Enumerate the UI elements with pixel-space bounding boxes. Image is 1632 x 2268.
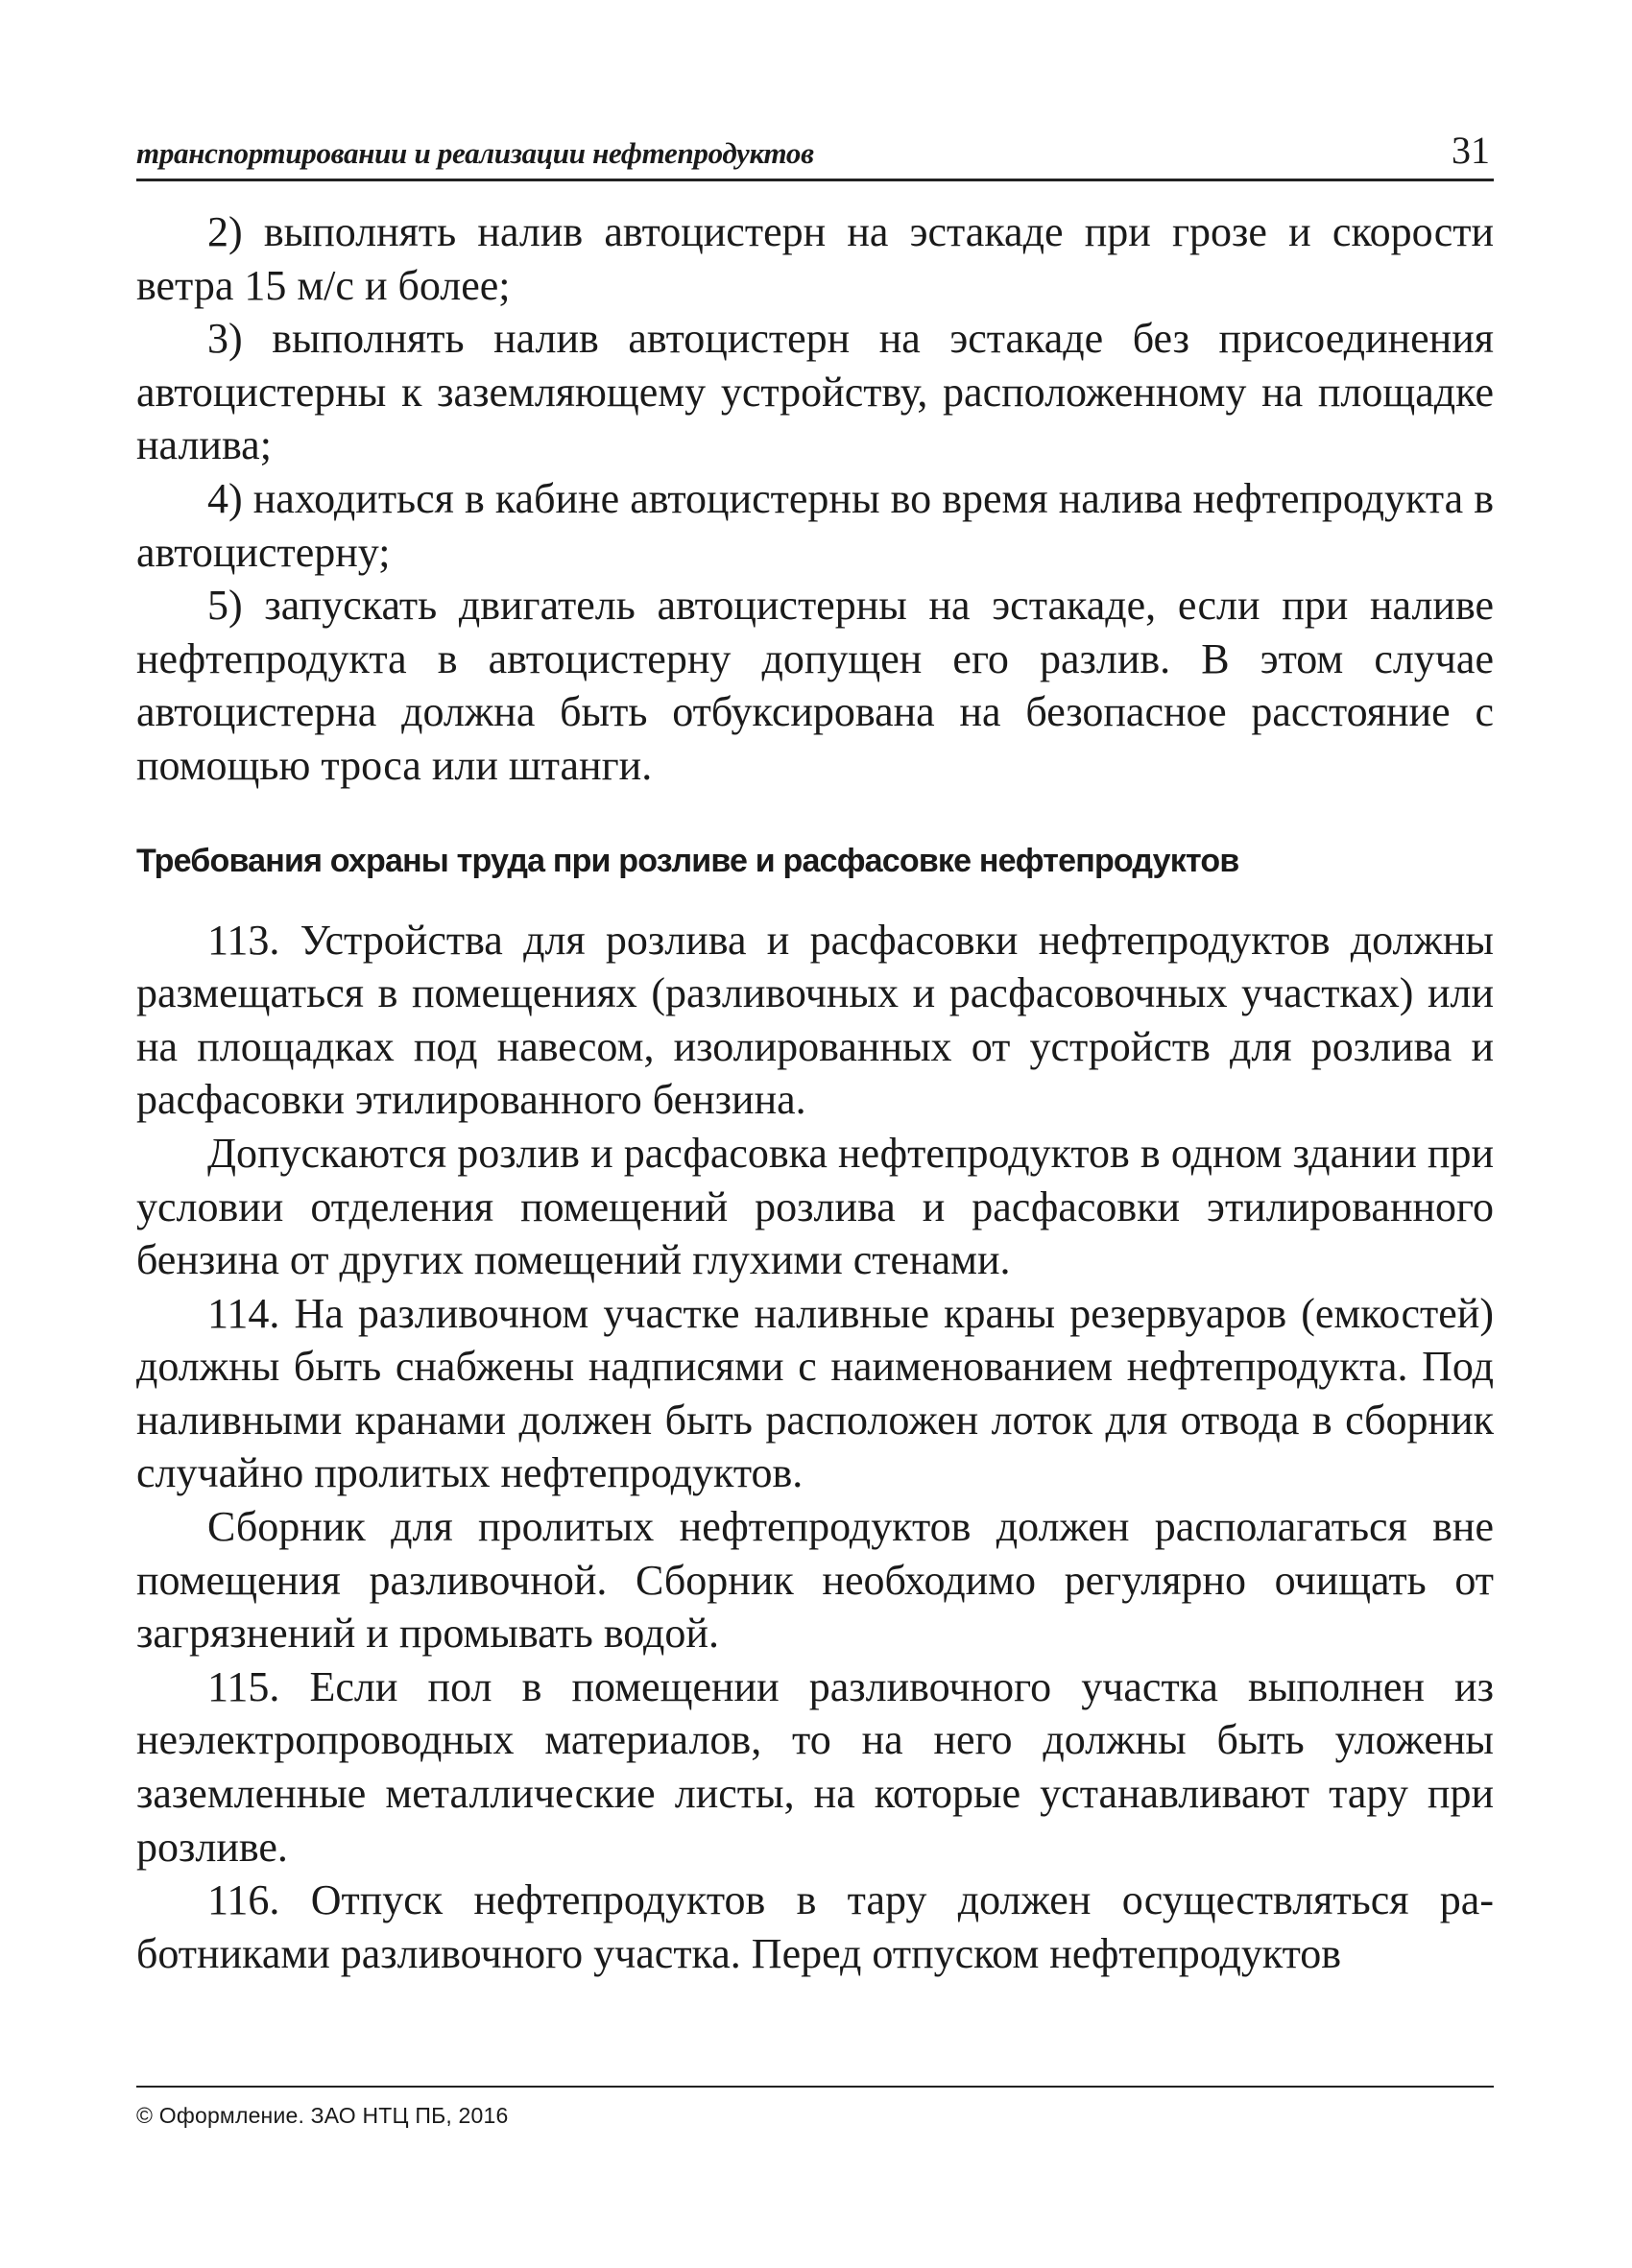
running-title: транспортировании и реализации нефтепродуктов xyxy=(136,136,814,170)
page-number: 31 xyxy=(1452,129,1490,172)
paragraph-113-continued: Допускаются розлив и расфасовка нефтепродуктов в одном здании при условии отделения помещений розлива и расфасовки этилированного бензина от других помещений глухими стенами. xyxy=(136,1129,1494,1284)
list-item-2: 2) выполнять налив автоцистерн на эстакаде при грозе и скорости ветра 15 м/с и более; xyxy=(136,208,1494,309)
section-heading: Требования охраны труда при розливе и расфасовке нефтепродуктов xyxy=(136,842,1239,879)
paragraph-113: 113. Устройства для розлива и расфасовки нефтепродуктов должны размещаться в помещениях (разливочных и расфасовочных участках) или на площадках под навесом, изолированных от устройств для розлива и расфасовки этилированного бензина. xyxy=(136,916,1494,1124)
paragraph-114-continued: Сборник для пролитых нефтепродуктов должен располагаться вне помещения разливочной. Сборник необходимо регулярно очищать от загрязнений и промывать водой. xyxy=(136,1503,1494,1658)
paragraph-115: 115. Если пол в помещении разливочного участка выполнен из неэлектропроводных материалов, то на него должны быть уложены заземленные металлические листы, на которые устанавливают тару при розливе. xyxy=(136,1662,1494,1871)
running-header xyxy=(136,129,1494,181)
copyright-notice: © Оформление. ЗАО НТЦ ПБ, 2016 xyxy=(136,2103,509,2128)
paragraph-114: 114. На разливочном участке наливные краны резервуаров (емкостей) должны быть снабжены надписями с наименованием нефтепродукта. Под наливными кранами должен быть расположен лоток для отвода в сборник случайно пролитых нефтепродуктов. xyxy=(136,1289,1494,1497)
list-item-3: 3) выполнять налив автоцистерн на эстакаде без присоединения автоцистерны к заземляющему устройству, расположенному на площадке налива; xyxy=(136,315,1494,469)
list-item-4: 4) находиться в кабине автоцистерны во время налива нефтепродукта в автоцистерну; xyxy=(136,474,1494,576)
document-page xyxy=(136,0,1494,2268)
page-footer xyxy=(136,2086,1494,2130)
paragraph-116: 116. Отпуск нефтепродуктов в тару должен осуществляться работниками разливочного участка. Перед отпуском нефтепродуктов xyxy=(136,1876,1494,1977)
list-item-5: 5) запускать двигатель автоцистерны на эстакаде, если при наливе нефтепродукта в автоцистерну допущен его разлив. В этом случае автоцистерна должна быть отбуксирована на безопасное расстояние с помощью троса или штанги. xyxy=(136,582,1494,789)
body-text xyxy=(136,205,1494,1980)
